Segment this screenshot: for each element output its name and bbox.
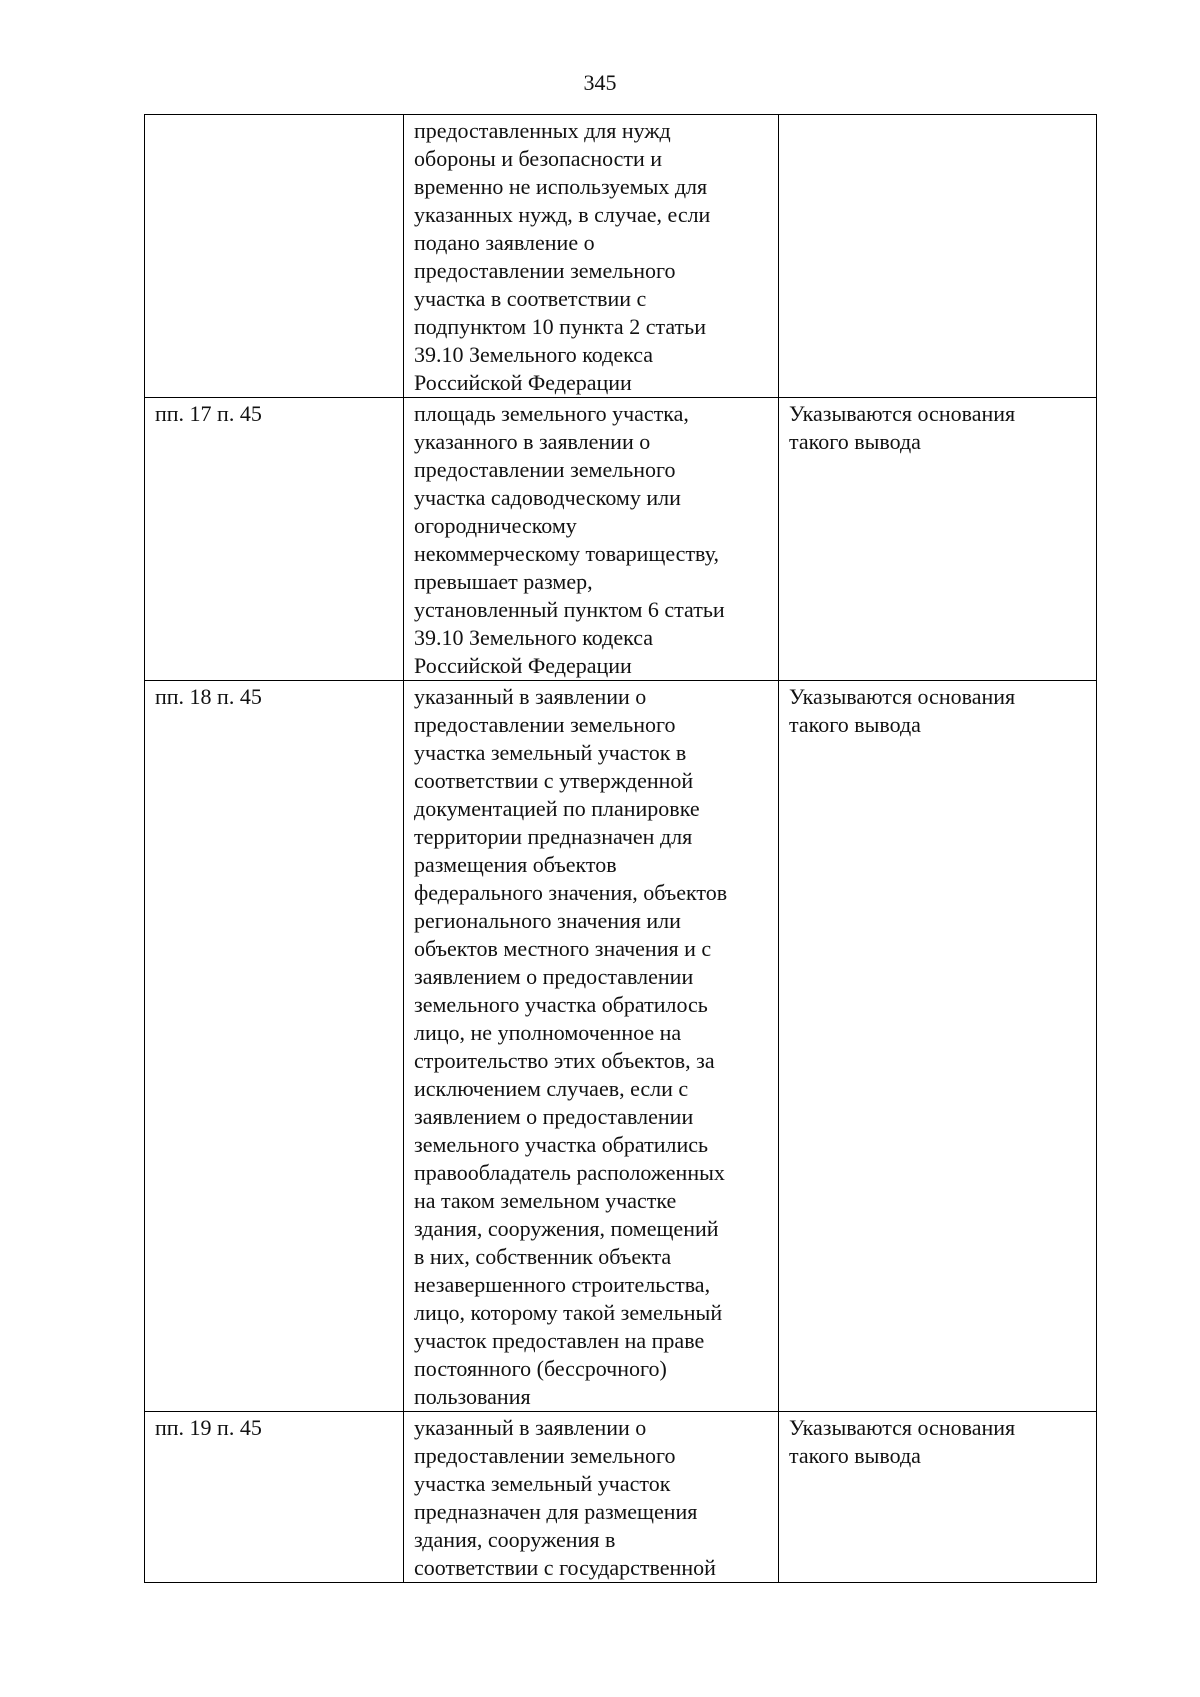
table-row <box>145 681 1097 1412</box>
ground-description-cell: площадь земельного участка, указанного в заявлении о предоставлении земельного участка садоводческому или огородническому некоммерческому товариществу, превышает размер, установленный пунктом 6 статьи 39.10 Земельного кодекса Российской Федерации <box>404 398 779 681</box>
explanation-cell: Указываются основания такого вывода <box>779 1412 1097 1583</box>
ground-description-cell: предоставленных для нужд обороны и безопасности и временно не используемых для указанных нужд, в случае, если подано заявление о предоставлении земельного участка в соответствии с подпунктом 10 пункта 2 статьи 39.10 Земельного кодекса Российской Федерации <box>404 115 779 398</box>
refusal-grounds-table <box>144 114 1097 1583</box>
table-row <box>145 115 1097 398</box>
explanation-cell: Указываются основания такого вывода <box>779 681 1097 1412</box>
table-row <box>145 398 1097 681</box>
clause-reference-cell: пп. 19 п. 45 <box>145 1412 404 1583</box>
ground-description-cell: указанный в заявлении о предоставлении земельного участка земельный участок предназначен для размещения здания, сооружения в соответствии с государственной <box>404 1412 779 1583</box>
page-number: 345 <box>583 70 617 95</box>
ground-description-cell: указанный в заявлении о предоставлении земельного участка земельный участок в соответствии с утвержденной документацией по планировке территории предназначен для размещения объектов федерального значения, объектов регионального значения или объектов местного значения и с заявлением о предоставлении земельного участка обратилось лицо, не уполномоченное на строительство этих объектов, за исключением случаев, если с заявлением о предоставлении земельного участка обратились правообладатель расположенных на таком земельном участке здания, сооружения, помещений в них, собственник объекта незавершенного строительства, лицо, которому такой земельный участок предоставлен на праве постоянного (бессрочного) пользования <box>404 681 779 1412</box>
table-row <box>145 1412 1097 1583</box>
explanation-cell: Указываются основания такого вывода <box>779 398 1097 681</box>
explanation-cell <box>779 115 1097 398</box>
clause-reference-cell <box>145 115 404 398</box>
clause-reference-cell: пп. 17 п. 45 <box>145 398 404 681</box>
clause-reference-cell: пп. 18 п. 45 <box>145 681 404 1412</box>
